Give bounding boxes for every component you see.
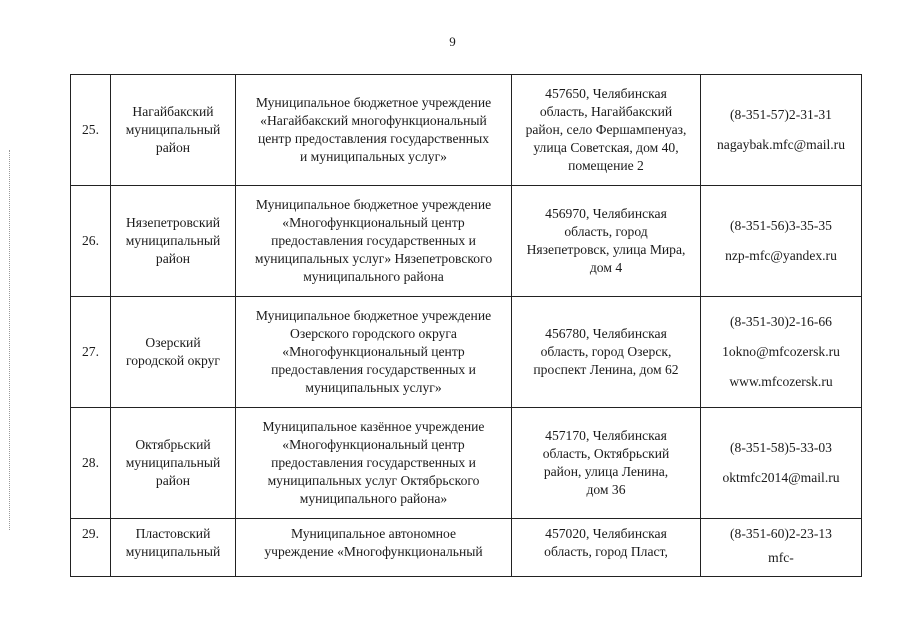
address-line: район, село Фершампенуаз, <box>525 122 687 137</box>
email-address: 1okno@mfcozersk.ru <box>722 344 840 359</box>
table-body <box>71 75 862 577</box>
contacts-cell <box>701 186 862 297</box>
organization-line: центр предоставления государственных <box>257 131 490 146</box>
address-line: 457020, Челябинская <box>545 526 667 541</box>
address-line: дом 4 <box>589 260 623 275</box>
address-line: улица Советская, дом 40, <box>533 140 679 155</box>
phone-number: (8-351-57)2-31-31 <box>730 107 832 122</box>
page-number: 9 <box>449 34 456 49</box>
phone-number: (8-351-30)2-16-66 <box>730 314 832 329</box>
phone-number: (8-351-58)5-33-03 <box>730 440 832 455</box>
organization-line: Озерского городского округа <box>290 326 457 341</box>
address-line: 457170, Челябинская <box>545 428 667 443</box>
district-line: Октябрьский <box>135 437 211 452</box>
organization-line: и муниципальных услуг» <box>300 149 447 164</box>
contacts-cell <box>701 519 862 577</box>
organization-line: муниципальных услуг» Нязепетровского <box>254 251 493 266</box>
address-line: помещение 2 <box>568 158 644 173</box>
address-line: проспект Ленина, дом 62 <box>533 362 679 377</box>
district-line: городской округ <box>126 353 220 368</box>
address-line: 456780, Челябинская <box>545 326 667 341</box>
table-row <box>71 186 862 297</box>
organization-line: Муниципальное бюджетное учреждение <box>255 197 492 212</box>
district-line: район <box>155 473 191 488</box>
organization-line: предоставления государственных и <box>271 455 476 470</box>
district-line: Озерский <box>145 335 201 350</box>
organization-line: муниципального района» <box>299 491 448 506</box>
organization-line: муниципальных услуг Октябрьского <box>267 473 480 488</box>
address-line: Нязепетровск, улица Мира, <box>526 242 686 257</box>
address-cell <box>512 297 701 408</box>
district-line: Пластовский <box>135 526 211 541</box>
address-line: 457650, Челябинская <box>545 86 667 101</box>
address-line: область, город <box>564 224 648 239</box>
table-row <box>71 408 862 519</box>
organization-line: «Многофункциональный центр <box>282 215 465 230</box>
address-cell <box>512 408 701 519</box>
organization-line: «Многофункциональный центр <box>282 437 465 452</box>
organization-line: Муниципальное казённое учреждение <box>262 419 485 434</box>
district-line: муниципальный <box>125 233 221 248</box>
row-number: 28. <box>71 408 111 519</box>
email-address: oktmfc2014@mail.ru <box>722 470 840 485</box>
email-address: nzp-mfc@yandex.ru <box>725 248 837 263</box>
organization-line: муниципального района <box>303 269 444 284</box>
district-cell <box>111 408 236 519</box>
mfc-registry-table <box>70 74 862 577</box>
table-row <box>71 297 862 408</box>
district-cell <box>111 519 236 577</box>
email-address: nagaybak.mfc@mail.ru <box>716 137 846 152</box>
organization-cell <box>236 519 512 577</box>
address-line: дом 36 <box>586 482 626 497</box>
district-line: Нагайбакский <box>132 104 214 119</box>
district-line: муниципальный <box>125 544 221 559</box>
row-number: 26. <box>71 186 111 297</box>
address-line: 456970, Челябинская <box>545 206 667 221</box>
organization-line: предоставления государственных и <box>271 362 476 377</box>
organization-line: «Нагайбакский многофункциональный <box>260 113 487 128</box>
address-cell <box>512 75 701 186</box>
district-line: район <box>155 251 191 266</box>
organization-line: «Многофункциональный центр <box>282 344 465 359</box>
organization-line: учреждение «Многофункциональный <box>264 544 483 559</box>
contacts-cell <box>701 408 862 519</box>
email-address: mfc- <box>768 550 794 565</box>
organization-line: Муниципальное бюджетное учреждение <box>255 95 492 110</box>
district-cell <box>111 75 236 186</box>
phone-number: (8-351-56)3-35-35 <box>730 218 832 233</box>
organization-line: муниципальных услуг» <box>305 380 442 395</box>
address-line: область, город Пласт, <box>544 544 668 559</box>
table-row <box>71 75 862 186</box>
organization-cell <box>236 297 512 408</box>
phone-number: (8-351-60)2-23-13 <box>730 526 832 541</box>
row-number: 27. <box>71 297 111 408</box>
district-line: муниципальный <box>125 122 221 137</box>
organization-line: Муниципальное бюджетное учреждение <box>255 308 492 323</box>
address-cell <box>512 186 701 297</box>
organization-line: Муниципальное автономное <box>290 526 457 541</box>
contacts-cell <box>701 75 862 186</box>
address-line: область, Нагайбакский <box>539 104 673 119</box>
contacts-cell <box>701 297 862 408</box>
organization-cell <box>236 408 512 519</box>
website-address: www.mfcozersk.ru <box>729 374 833 389</box>
organization-cell <box>236 75 512 186</box>
address-cell <box>512 519 701 577</box>
organization-line: предоставления государственных и <box>271 233 476 248</box>
table-row <box>71 519 862 577</box>
district-line: Нязепетровский <box>125 215 220 230</box>
row-number: 25. <box>71 75 111 186</box>
row-number: 29. <box>71 519 111 577</box>
district-cell <box>111 186 236 297</box>
address-line: область, Октябрьский <box>542 446 670 461</box>
address-line: район, улица Ленина, <box>543 464 669 479</box>
organization-cell <box>236 186 512 297</box>
address-line: область, город Озерск, <box>540 344 672 359</box>
district-cell <box>111 297 236 408</box>
district-line: район <box>155 140 191 155</box>
district-line: муниципальный <box>125 455 221 470</box>
scan-edge-artifact <box>9 150 11 530</box>
